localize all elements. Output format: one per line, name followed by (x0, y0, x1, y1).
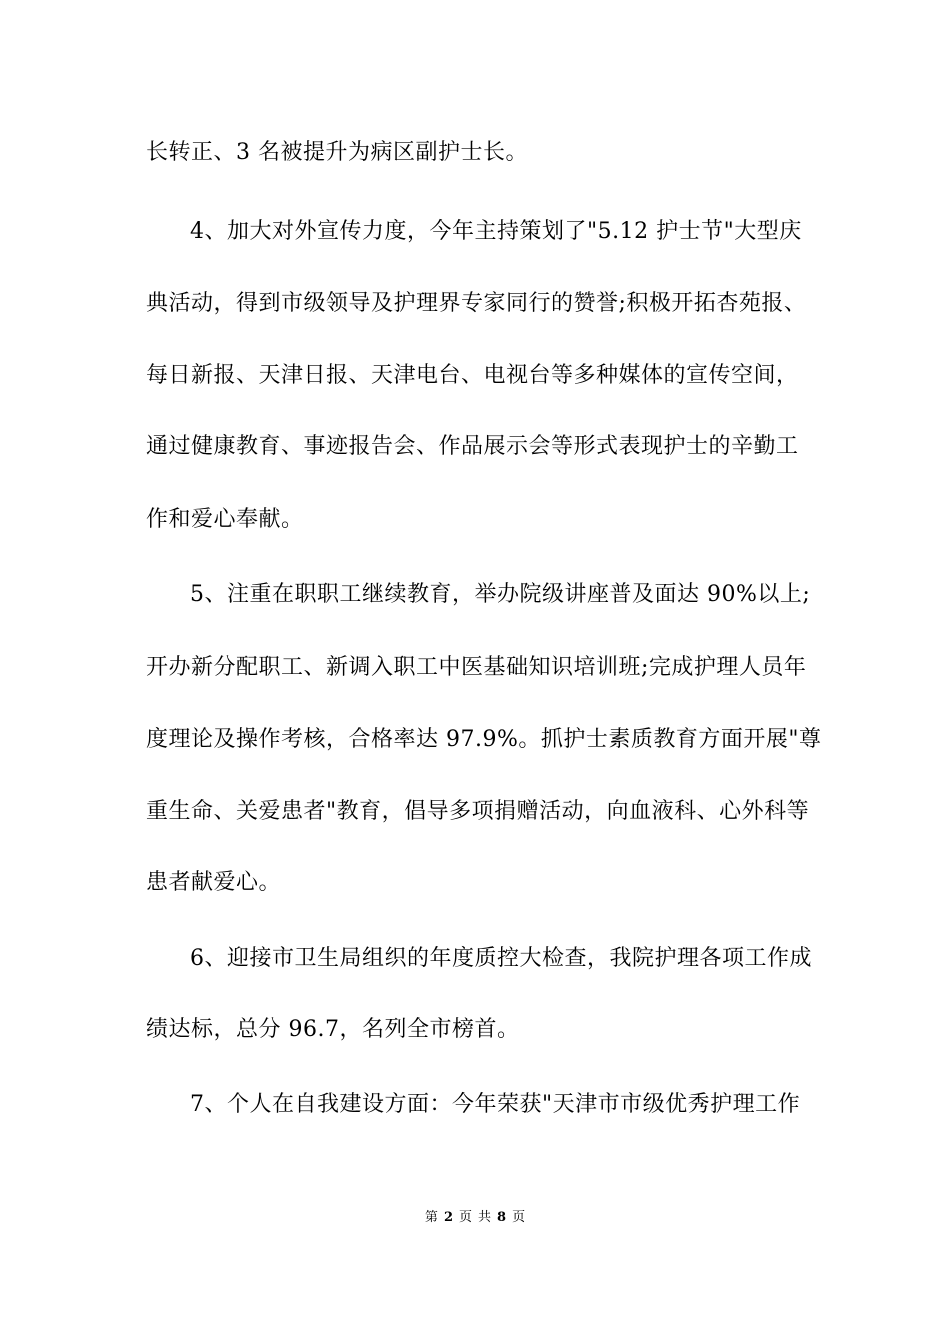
paragraph-line: 患者献爱心。 (146, 870, 282, 895)
paragraph-line: 重生命、关爱患者"教育，倡导多项捐赠活动，向血液科、心外科等 (146, 799, 810, 824)
footer-prefix: 第 (424, 1210, 438, 1225)
footer-suffix: 页 (512, 1210, 526, 1225)
paragraph-line: 7、个人在自我建设方面：今年荣获"天津市市级优秀护理工作 (190, 1092, 801, 1117)
footer-page-word: 页 (458, 1210, 472, 1225)
paragraph-line: 典活动，得到市级领导及护理界专家同行的赞誉;积极开拓杏苑报、 (146, 291, 807, 316)
paragraph-line: 绩达标，总分 96.7，名列全市榜首。 (146, 1017, 520, 1042)
total-page-number: 8 (497, 1210, 507, 1225)
paragraph-line: 通过健康教育、事迹报告会、作品展示会等形式表现护士的辛勤工 (146, 434, 799, 459)
paragraph-line: 4、加大对外宣传力度，今年主持策划了"5.12 护士节"大型庆 (190, 219, 802, 244)
paragraph-line: 作和爱心奉献。 (146, 507, 304, 532)
paragraph-line: 度理论及操作考核，合格率达 97.9%。抓护士素质教育方面开展"尊 (146, 727, 822, 752)
page-number-footer (0, 1210, 950, 1226)
paragraph-line: 5、注重在职职工继续教育，举办院级讲座普及面达 90%以上; (190, 582, 811, 607)
paragraph-line: 6、迎接市卫生局组织的年度质控大检查，我院护理各项工作成 (190, 946, 812, 971)
footer-total-word: 共 (478, 1210, 492, 1225)
paragraph-line: 每日新报、天津日报、天津电台、电视台等多种媒体的宣传空间， (146, 363, 799, 388)
paragraph-line: 长转正、3 名被提升为病区副护士长。 (146, 140, 528, 165)
current-page-number: 2 (443, 1210, 453, 1225)
paragraph-line: 开办新分配职工、新调入职工中医基础知识培训班;完成护理人员年 (146, 655, 807, 680)
